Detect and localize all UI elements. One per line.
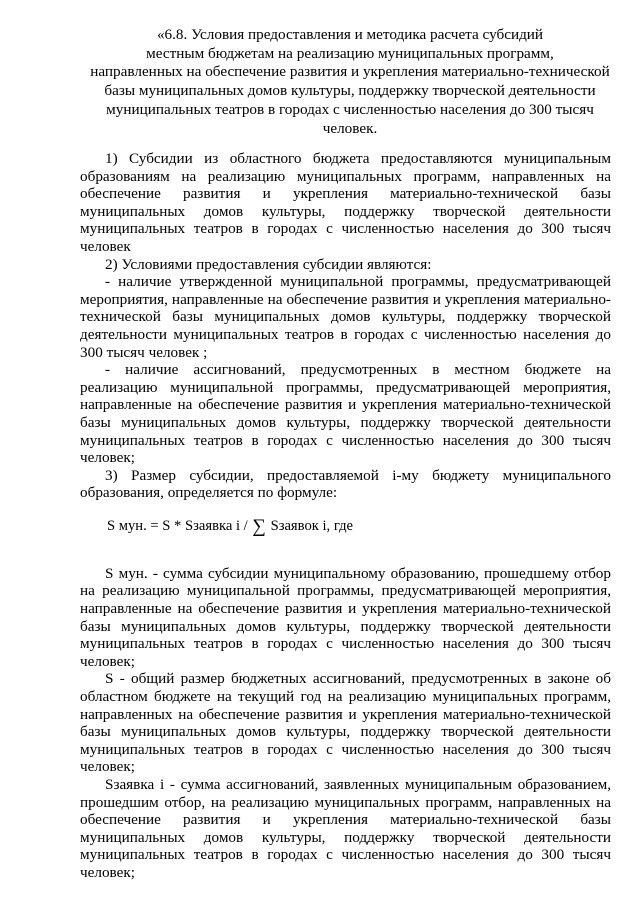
paragraph-subsidy-size: 3) Размер субсидии, предоставляемой i-му бюджету муниципального образования, определяется по формуле: xyxy=(80,466,611,502)
paragraph-subsidies: 1) Субсидии из областного бюджета предоставляются муниципальным образованиям на реализацию муниципальных программ, направленных на обеспечение развития и укрепления материально-технической базы муниципальных домов культуры, поддержку творческой деятельности муниципальных театров в городах с численностью населения до 300 тысяч человек xyxy=(80,150,611,255)
title-line: базы муниципальных домов культуры, поддержку творческой деятельности xyxy=(104,82,596,100)
title-line: муниципальных театров в городах с численностью населения до 300 тысяч xyxy=(106,100,594,118)
document-body xyxy=(80,150,611,882)
subsidy-formula xyxy=(107,516,611,537)
formula-left: S мун. = S * Sзаявка i / xyxy=(107,517,248,534)
paragraph-def-s: S - общий размер бюджетных ассигнований, предусмотренных в законе об областном бюджете на текущий год на реализацию муниципальных программ, направленных на обеспечение развития и укрепления материально-технической базы муниципальных домов культуры, поддержку творческой деятельности муниципальных театров в городах с численностью населения до 300 тысяч человек; xyxy=(80,670,611,776)
paragraph-condition-program: - наличие утвержденной муниципальной программы, предусматривающей мероприятия, направленные на обеспечение развития и укрепления материально-технической базы муниципальных домов культуры, поддержку творческой деятельности муниципальных театров в городах с численностью населения до 300 тысяч человек ; xyxy=(80,273,611,361)
title-line: направленных на обеспечение развития и укрепления материально-технической xyxy=(90,63,610,81)
title-line: человек. xyxy=(322,119,378,137)
title-line: «6.8. Условия предоставления и методика расчета субсидий xyxy=(156,26,544,43)
section-title xyxy=(80,26,620,138)
sum-symbol: ∑ xyxy=(252,515,266,537)
paragraph-conditions-heading: 2) Условиями предоставления субсидии являются: xyxy=(105,255,432,273)
paragraph-condition-allocations: - наличие ассигнований, предусмотренных в местном бюджете на реализацию муниципальной программы, предусматривающей мероприятия, направленные на обеспечение развития и укрепления материально-технической базы муниципальных домов культуры, поддержку творческой деятельности муниципальных театров в городах с численностью населения до 300 тысяч человек; xyxy=(80,361,611,467)
formula-right: Sзаявок i, где xyxy=(270,517,353,534)
paragraph-def-smun: S мун. - сумма субсидии муниципальному образованию, прошедшему отбор на реализацию муниципальной программы, предусматривающей мероприятия, направленные на обеспечение развития и укрепления материально-технической базы муниципальных домов культуры, поддержку творческой деятельности муниципальных театров в городах с численностью населения до 300 тысяч человек; xyxy=(80,564,611,670)
title-line: местным бюджетам на реализацию муниципальных программ, xyxy=(146,44,554,62)
paragraph-def-szayavka: Sзаявка i - сумма ассигнований, заявленных муниципальным образованием, прошедшим отбор, на реализацию муниципальных программ, направленных на обеспечение развития и укрепления материально-технической базы муниципальных домов культуры, поддержку творческой деятельности муниципальных театров в городах с численностью населения до 300 тысяч человек; xyxy=(80,776,611,881)
